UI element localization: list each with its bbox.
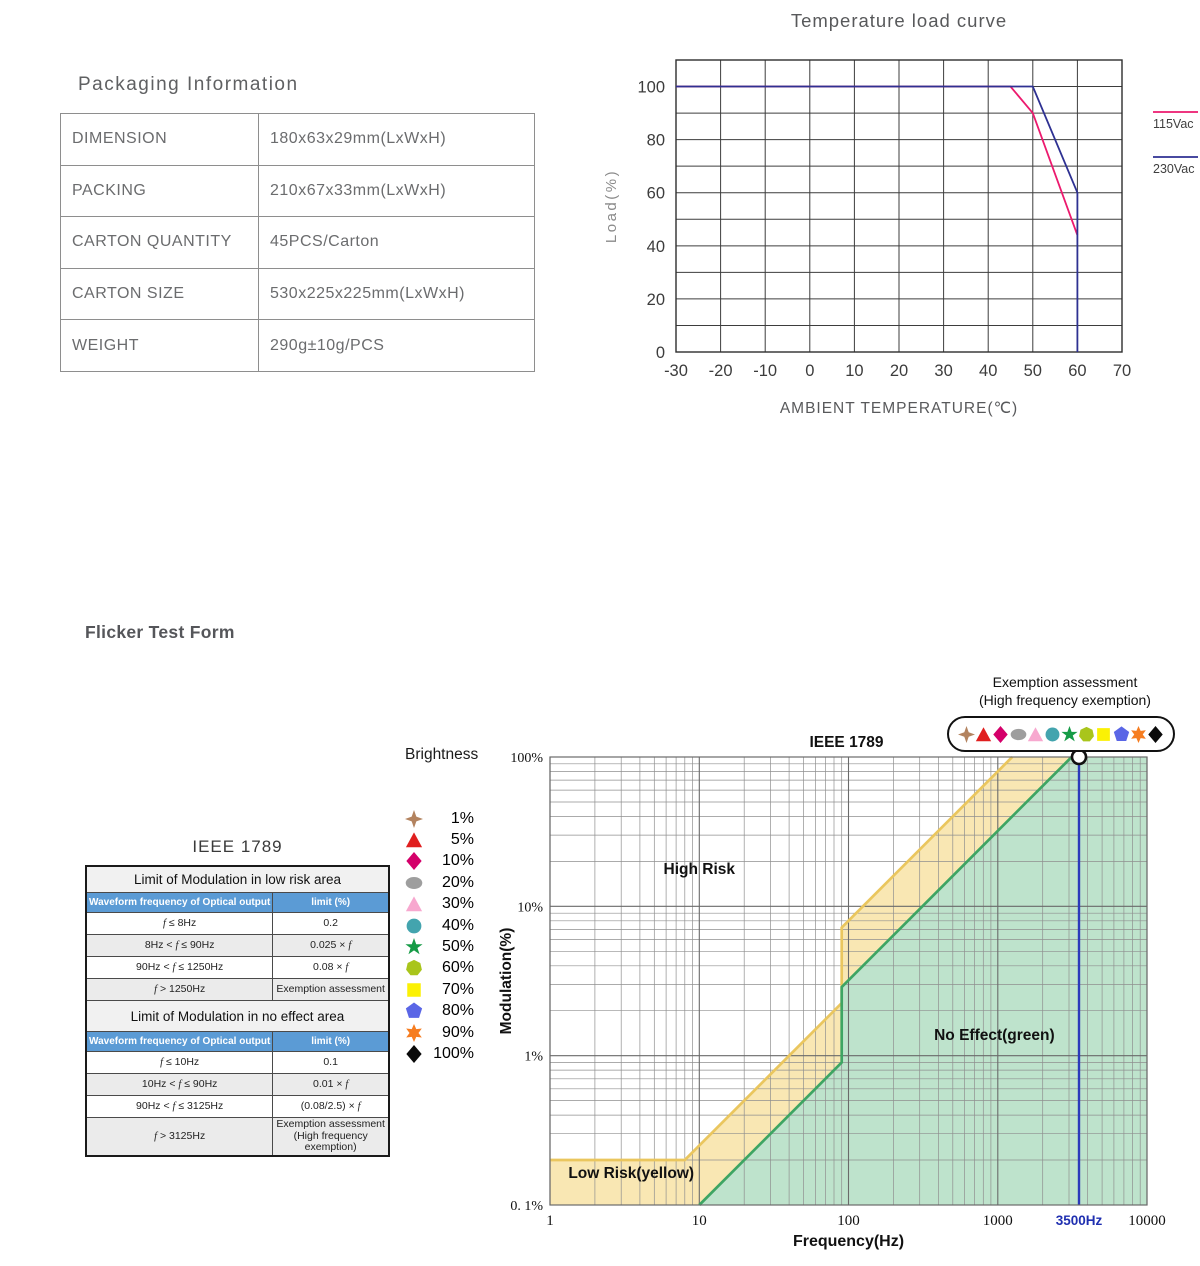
star4-marker-icon bbox=[958, 726, 975, 743]
svg-text:0: 0 bbox=[805, 362, 815, 380]
svg-text:20: 20 bbox=[889, 362, 909, 380]
svg-text:-20: -20 bbox=[708, 362, 733, 380]
diamond-marker-icon bbox=[1147, 726, 1164, 743]
svg-text:High Risk: High Risk bbox=[663, 860, 736, 878]
svg-text:40: 40 bbox=[979, 362, 998, 380]
exemption-callout-line1: Exemption assessment bbox=[992, 674, 1138, 690]
svg-text:No Effect(green): No Effect(green) bbox=[934, 1027, 1055, 1045]
triangle-marker-icon bbox=[405, 831, 423, 849]
svg-text:60: 60 bbox=[646, 184, 665, 203]
circle-marker-icon bbox=[405, 917, 423, 935]
svg-text:10: 10 bbox=[845, 362, 864, 380]
packaging-row-label: CARTON QUANTITY bbox=[61, 217, 259, 269]
legend-item bbox=[402, 829, 502, 850]
svg-text:3500Hz: 3500Hz bbox=[1055, 1213, 1103, 1228]
svg-text:115Vac: 115Vac bbox=[1153, 117, 1194, 131]
packaging-table bbox=[60, 113, 535, 372]
ellipse-marker-icon bbox=[1010, 726, 1027, 743]
ieee-1789-table bbox=[85, 865, 390, 1157]
svg-text:Temperature load curve: Temperature load curve bbox=[790, 10, 1008, 31]
table-row: f > 1250Hz Exemption assessment bbox=[86, 979, 389, 1001]
legend-item bbox=[402, 894, 502, 915]
brightness-legend-items bbox=[402, 808, 502, 1065]
legend-item-label: 70% bbox=[441, 980, 474, 998]
svg-text:80: 80 bbox=[646, 131, 665, 150]
heptagon-marker-icon bbox=[1078, 726, 1095, 743]
svg-text:-10: -10 bbox=[753, 362, 778, 380]
legend-item-label: 1% bbox=[450, 809, 474, 827]
packaging-row-value: 530x225x225mm(LxWxH) bbox=[259, 268, 535, 320]
legend-item bbox=[402, 958, 502, 979]
table-row: f ≤ 8Hz 0.2 bbox=[86, 913, 389, 935]
table-row bbox=[61, 165, 535, 217]
diamond-marker-icon bbox=[405, 852, 423, 870]
exemption-callout-line2: (High frequency exemption) bbox=[979, 691, 1151, 708]
svg-text:1%: 1% bbox=[524, 1049, 543, 1065]
heptagon-marker-icon bbox=[405, 959, 423, 977]
legend-item bbox=[402, 936, 502, 957]
table-row bbox=[61, 268, 535, 320]
section-header-row: Limit of Modulation in no effect area bbox=[86, 1001, 389, 1032]
packaging-title: Packaging Information bbox=[78, 74, 299, 95]
svg-text:Load(%): Load(%) bbox=[603, 168, 620, 244]
legend-item-label: 5% bbox=[450, 831, 474, 849]
legend-item bbox=[402, 872, 502, 893]
triangle-marker-icon bbox=[405, 895, 423, 913]
svg-text:30: 30 bbox=[934, 362, 953, 380]
packaging-row-label: PACKING bbox=[61, 165, 259, 217]
svg-text:100: 100 bbox=[837, 1213, 860, 1229]
brightness-legend bbox=[402, 746, 502, 1065]
legend-item-label: 50% bbox=[441, 938, 474, 956]
legend-item-label: 40% bbox=[441, 916, 474, 934]
svg-text:50: 50 bbox=[1023, 362, 1042, 380]
svg-text:40: 40 bbox=[646, 237, 665, 256]
ellipse-marker-icon bbox=[405, 874, 423, 892]
legend-item bbox=[402, 808, 502, 829]
svg-text:AMBIENT TEMPERATURE(℃): AMBIENT TEMPERATURE(℃) bbox=[779, 400, 1019, 417]
svg-text:70: 70 bbox=[1112, 362, 1132, 380]
svg-text:100%: 100% bbox=[510, 751, 543, 766]
triangle-marker-icon bbox=[975, 726, 992, 743]
table-row: 90Hz < f ≤ 1250Hz 0.08 × f bbox=[86, 957, 389, 979]
square-marker-icon bbox=[405, 981, 423, 999]
svg-text:1: 1 bbox=[546, 1213, 554, 1229]
diamond-marker-icon bbox=[992, 726, 1009, 743]
circle-marker-icon bbox=[1044, 726, 1061, 743]
legend-item bbox=[402, 979, 502, 1000]
legend-item-label: 10% bbox=[441, 852, 474, 870]
svg-text:230Vac: 230Vac bbox=[1153, 162, 1195, 176]
packaging-row-label: DIMENSION bbox=[61, 114, 259, 166]
section-header-row: Limit of Modulation in low risk area bbox=[86, 866, 389, 893]
table-row: f ≤ 10Hz 0.1 bbox=[86, 1052, 389, 1074]
column-header-row: Waveform frequency of Optical output limit (%) bbox=[86, 893, 389, 913]
svg-text:10000: 10000 bbox=[1128, 1213, 1166, 1229]
svg-text:Frequency(Hz): Frequency(Hz) bbox=[792, 1233, 905, 1250]
square-marker-icon bbox=[1095, 726, 1112, 743]
table-row bbox=[61, 114, 535, 166]
legend-item-label: 60% bbox=[441, 959, 474, 977]
svg-text:1000: 1000 bbox=[982, 1213, 1013, 1229]
packaging-row-label: WEIGHT bbox=[61, 320, 259, 372]
brightness-legend-title: Brightness bbox=[405, 746, 479, 763]
legend-item-label: 20% bbox=[441, 873, 474, 891]
flicker-test-form-heading: Flicker Test Form bbox=[85, 622, 235, 642]
svg-text:60: 60 bbox=[1068, 362, 1087, 380]
svg-text:10%: 10% bbox=[517, 900, 543, 916]
star4-marker-icon bbox=[405, 810, 423, 828]
svg-text:10: 10 bbox=[691, 1213, 707, 1229]
legend-item-label: 30% bbox=[441, 895, 474, 913]
svg-text:20: 20 bbox=[646, 290, 665, 309]
svg-text:IEEE 1789: IEEE 1789 bbox=[809, 734, 884, 751]
table-row bbox=[61, 320, 535, 372]
column-header-row: Waveform frequency of Optical output limit (%) bbox=[86, 1032, 389, 1052]
star6-marker-icon bbox=[1130, 726, 1147, 743]
star6-marker-icon bbox=[405, 1024, 423, 1042]
pentagon-marker-icon bbox=[1113, 726, 1130, 743]
legend-item-label: 80% bbox=[441, 1002, 474, 1020]
legend-item-label: 100% bbox=[433, 1044, 474, 1062]
svg-text:Modulation(%): Modulation(%) bbox=[498, 927, 515, 1035]
temperature-load-chart bbox=[600, 0, 1200, 430]
pentagon-marker-icon bbox=[405, 1002, 423, 1020]
legend-item bbox=[402, 1022, 502, 1043]
ieee-1789-table-title: IEEE 1789 bbox=[192, 837, 283, 856]
star5-marker-icon bbox=[1061, 726, 1078, 743]
svg-text:100: 100 bbox=[637, 78, 665, 97]
packaging-row-value: 210x67x33mm(LxWxH) bbox=[259, 165, 535, 217]
packaging-row-value: 180x63x29mm(LxWxH) bbox=[259, 114, 535, 166]
svg-text:-30: -30 bbox=[664, 362, 688, 380]
legend-item bbox=[402, 851, 502, 872]
packaging-row-value: 290g±10g/PCS bbox=[259, 320, 535, 372]
legend-item-label: 90% bbox=[441, 1023, 474, 1041]
svg-text:Low Risk(yellow): Low Risk(yellow) bbox=[568, 1164, 695, 1182]
triangle-marker-icon bbox=[1027, 726, 1044, 743]
star5-marker-icon bbox=[405, 938, 423, 956]
table-row: f > 3125Hz Exemption assessment (High frequency exemption) bbox=[86, 1118, 389, 1156]
table-row: 10Hz < f ≤ 90Hz 0.01 × f bbox=[86, 1074, 389, 1096]
packaging-row-value: 45PCS/Carton bbox=[259, 217, 535, 269]
legend-item bbox=[402, 915, 502, 936]
svg-text:0. 1%: 0. 1% bbox=[510, 1199, 543, 1214]
exemption-callout-text bbox=[945, 674, 1185, 709]
legend-item bbox=[402, 1043, 502, 1064]
diamond-marker-icon bbox=[405, 1045, 423, 1063]
table-row: 8Hz < f ≤ 90Hz 0.025 × f bbox=[86, 935, 389, 957]
exemption-markers-pill bbox=[947, 716, 1175, 752]
table-row: 90Hz < f ≤ 3125Hz (0.08/2.5) × f bbox=[86, 1096, 389, 1118]
packaging-row-label: CARTON SIZE bbox=[61, 268, 259, 320]
legend-item bbox=[402, 1001, 502, 1022]
table-row bbox=[61, 217, 535, 269]
svg-text:0: 0 bbox=[655, 344, 665, 362]
